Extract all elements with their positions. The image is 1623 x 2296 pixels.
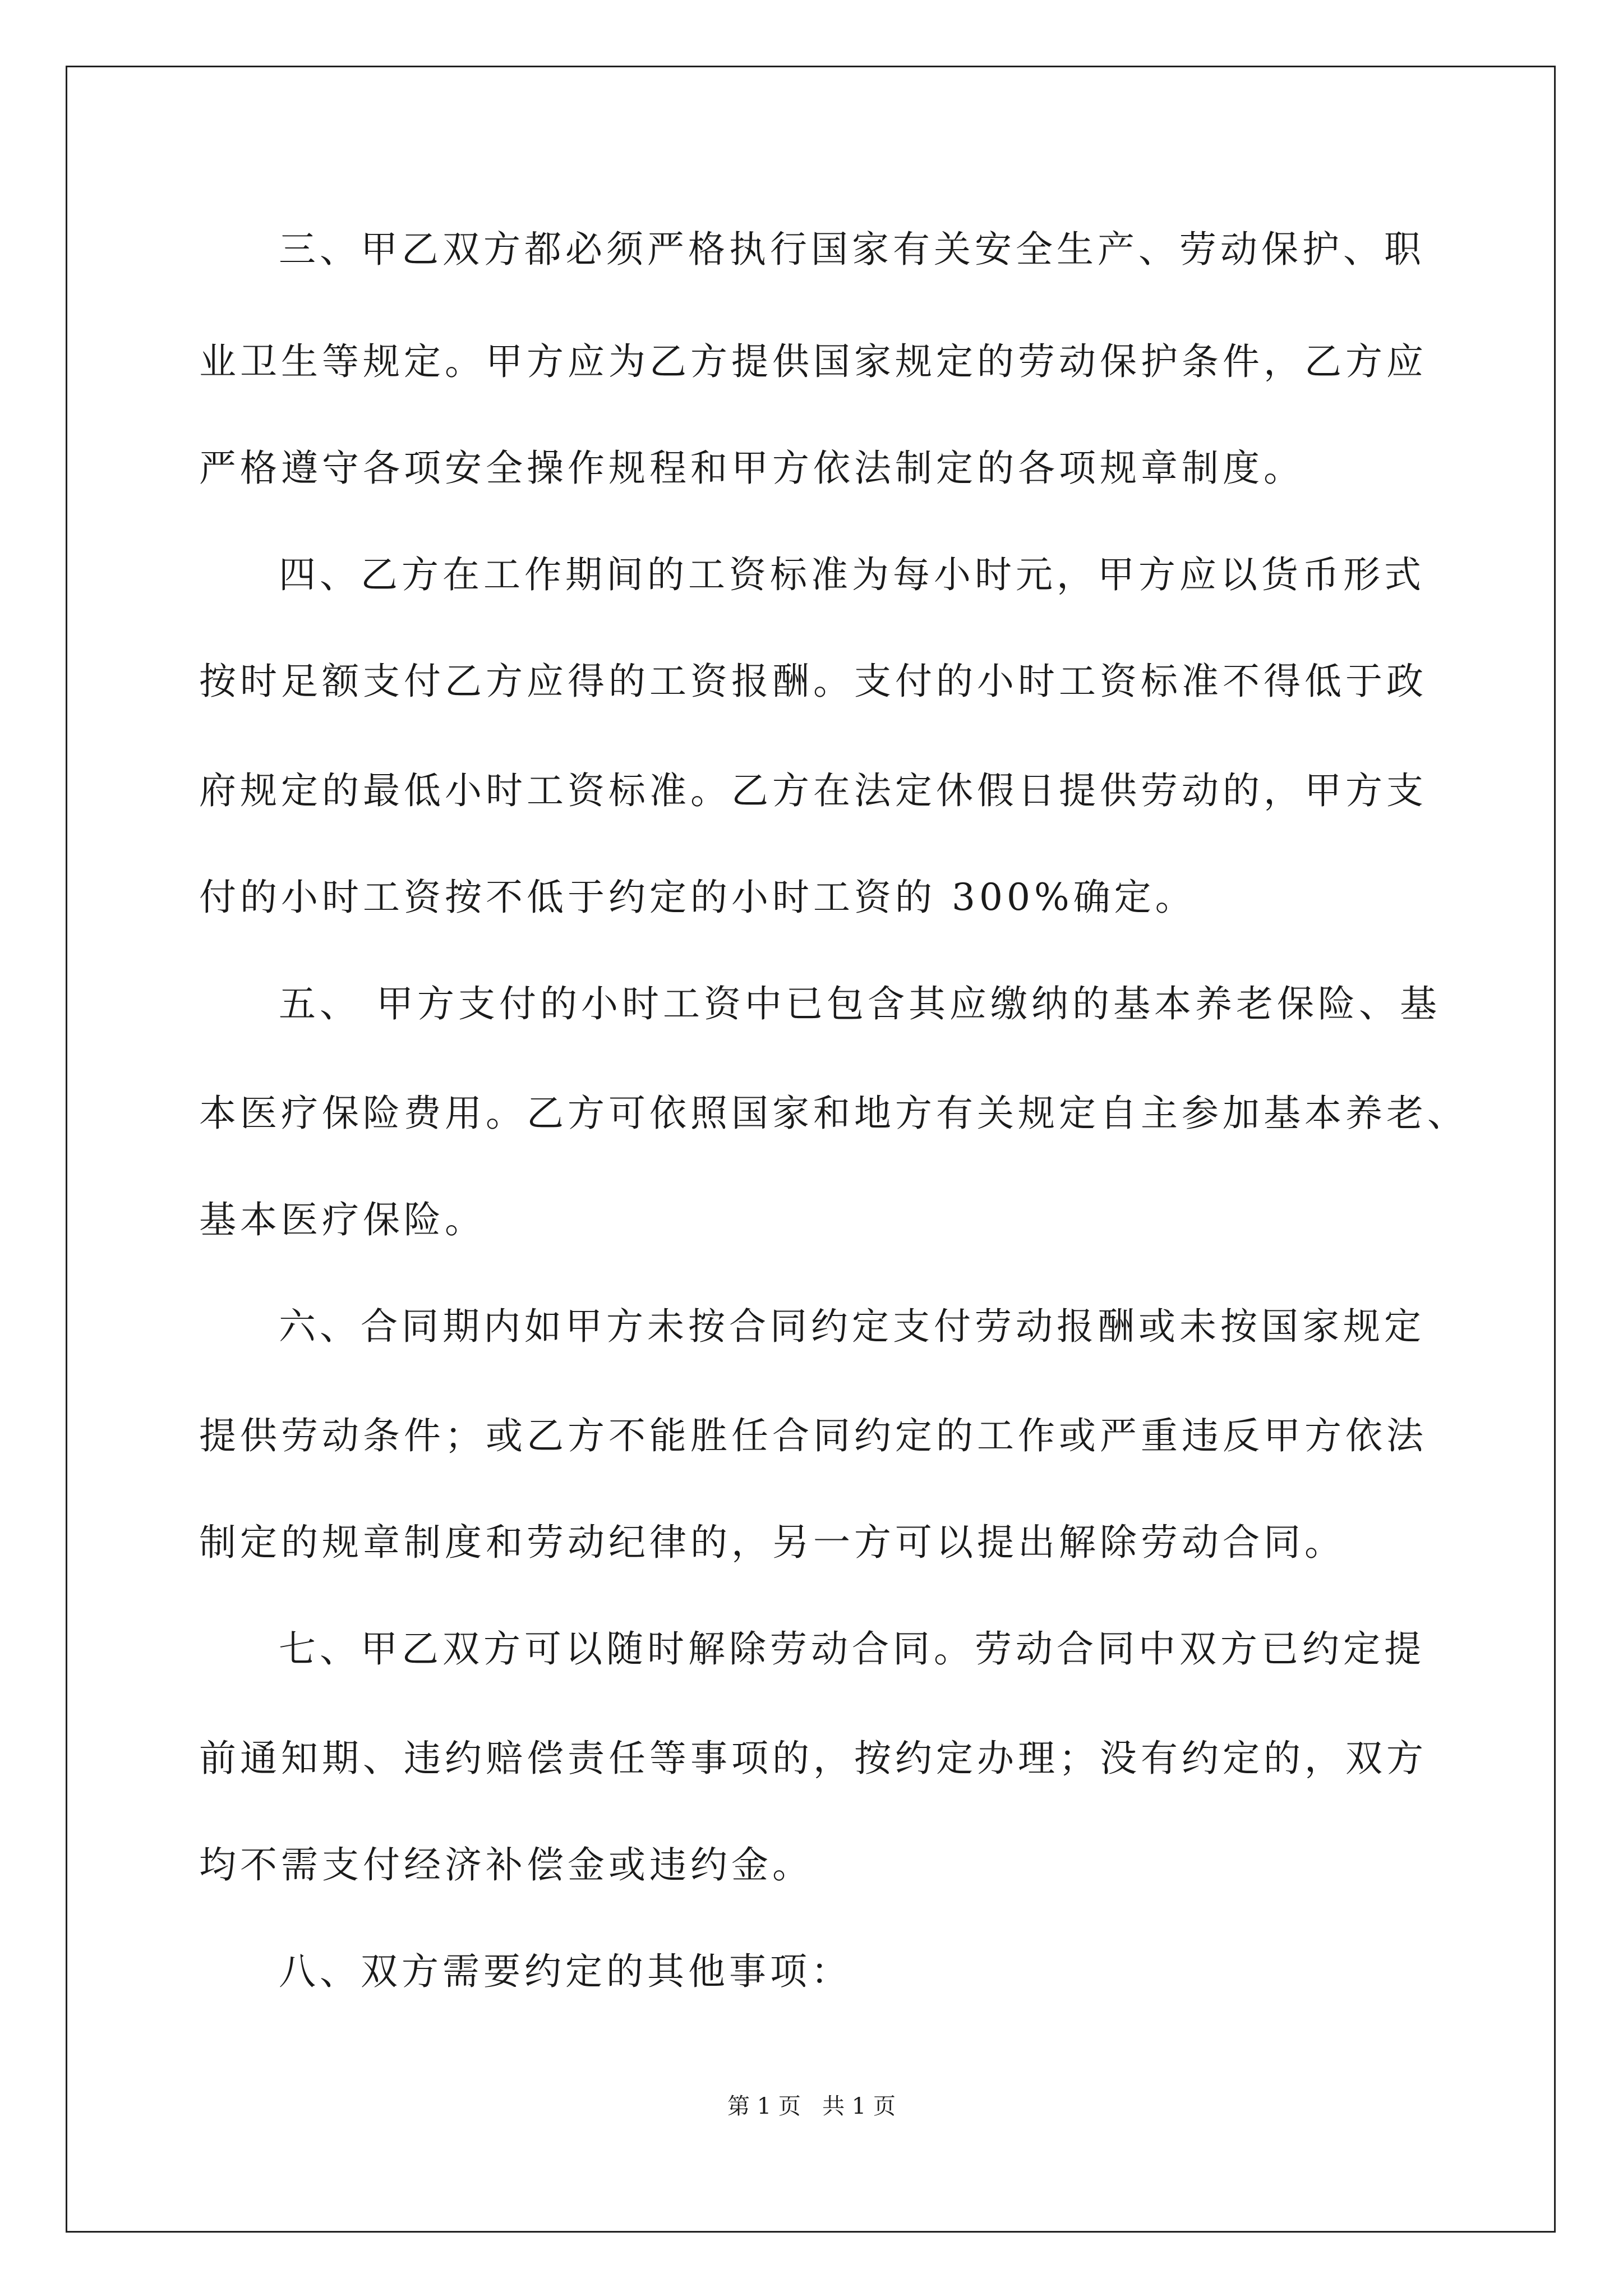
paragraph-7-line-2: 前通知期、违约赔偿责任等事项的，按约定办理；没有约定的，双方 — [199, 1737, 1427, 1780]
paragraph-5-line-1: 五、 甲方支付的小时工资中已包含其应缴纳的基本养老保险、基 — [279, 982, 1441, 1025]
paragraph-4-line-3: 府规定的最低小时工资标准。乙方在法定休假日提供劳动的，甲方支 — [199, 769, 1427, 812]
paragraph-4-line-2: 按时足额支付乙方应得的工资报酬。支付的小时工资标准不得低于政 — [199, 660, 1427, 703]
paragraph-3-line-2: 业卫生等规定。甲方应为乙方提供国家规定的劳动保护条件，乙方应 — [199, 340, 1427, 383]
paragraph-5-line-3: 基本医疗保险。 — [199, 1198, 486, 1241]
page-footer: 第 1 页 共 1 页 — [727, 2093, 896, 2119]
page-border — [66, 66, 1556, 2233]
paragraph-7-line-3: 均不需支付经济补偿金或违约金。 — [199, 1843, 813, 1887]
paragraph-3-line-1: 三、甲乙双方都必须严格执行国家有关安全生产、劳动保护、职 — [279, 228, 1425, 271]
paragraph-6-line-2: 提供劳动条件；或乙方不能胜任合同约定的工作或严重违反甲方依法 — [199, 1414, 1427, 1457]
paragraph-5-line-2: 本医疗保险费用。乙方可依照国家和地方有关规定自主参加基本养老、 — [199, 1092, 1468, 1135]
paragraph-4-line-4: 付的小时工资按不低于约定的小时工资的 300%确定。 — [199, 876, 1196, 919]
paragraph-6-line-1: 六、合同期内如甲方未按合同约定支付劳动报酬或未按国家规定 — [279, 1305, 1425, 1348]
paragraph-6-line-3: 制定的规章制度和劳动纪律的，另一方可以提出解除劳动合同。 — [199, 1521, 1345, 1564]
paragraph-4-line-1: 四、乙方在工作期间的工资标准为每小时元，甲方应以货币形式 — [279, 553, 1425, 596]
paragraph-3-line-3: 严格遵守各项安全操作规程和甲方依法制定的各项规章制度。 — [199, 447, 1304, 490]
paragraph-7-line-1: 七、甲乙双方可以随时解除劳动合同。劳动合同中双方已约定提 — [279, 1627, 1425, 1671]
paragraph-8-line-1: 八、双方需要约定的其他事项： — [279, 1950, 852, 1993]
